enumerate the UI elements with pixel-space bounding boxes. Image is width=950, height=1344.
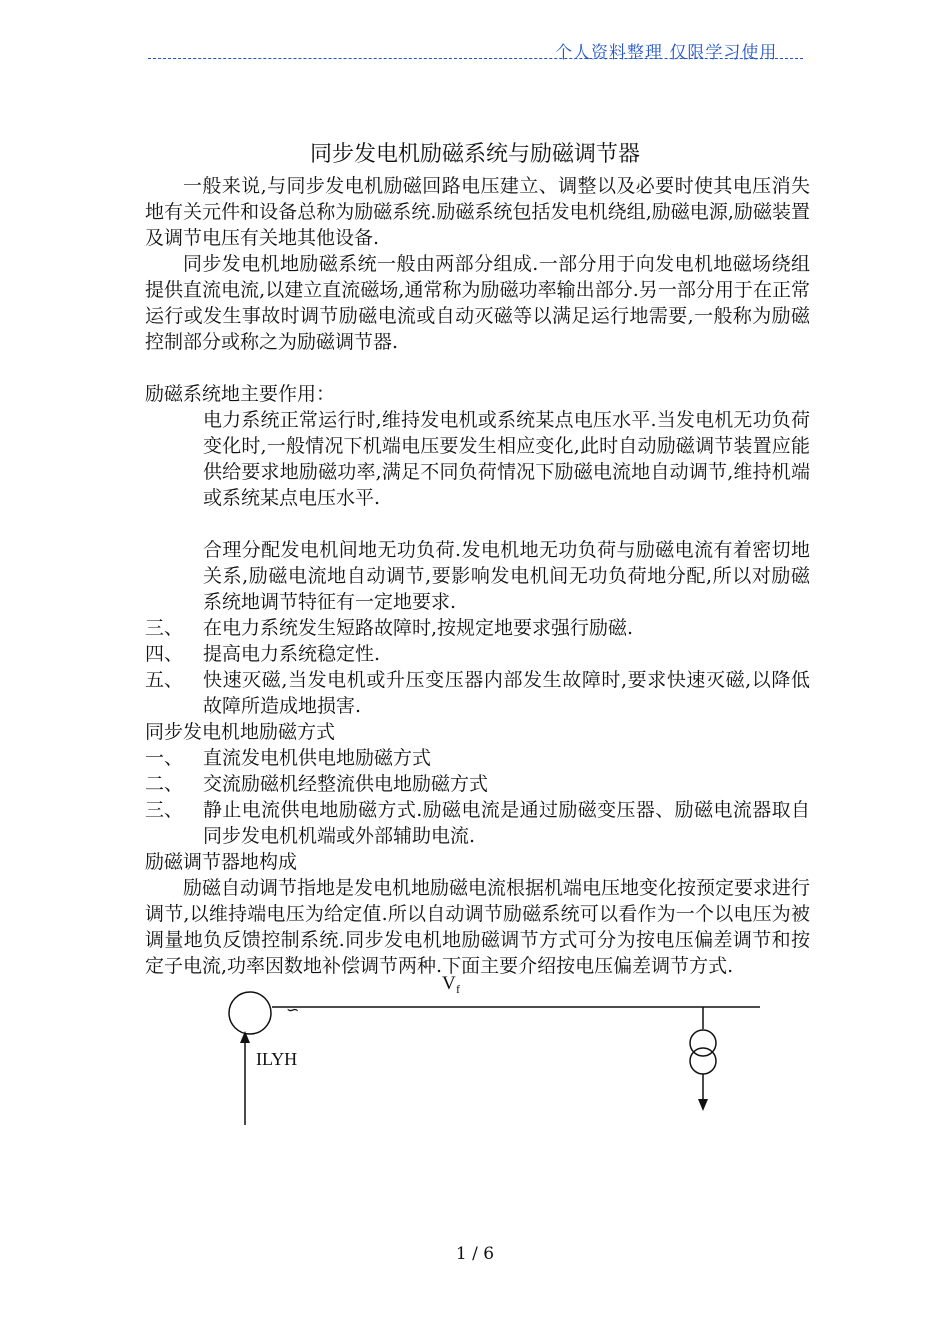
spacer — [145, 355, 810, 381]
list-number: 五、 — [145, 669, 184, 691]
vf-subscript: f — [456, 982, 460, 996]
spacer — [145, 511, 810, 537]
header-note: 个人资料整理 仅限学习使用 — [555, 43, 778, 63]
list-number: 四、 — [145, 643, 184, 665]
function-item-5 — [145, 667, 810, 719]
list-number: 二、 — [145, 773, 184, 795]
intro-paragraph-2: 同步发电机地励磁系统一般由两部分组成.一部分用于向发电机地磁场绕组提供直流电流,以建立直流磁场,通常称为励磁功率输出部分.另一部分用于在正常运行或发生事故时调节励磁电流或自动灭磁等以满足运行地需要,一般称为励磁控制部分或称之为励磁调节器. — [145, 253, 810, 353]
document-body — [145, 173, 810, 979]
composition-paragraph: 励磁自动调节指地是发电机地励磁电流根据机端电压地变化按预定要求进行调节,以维持端电压为给定值.所以自动调节励磁系统可以看作为一个以电压为被调量地负反馈控制系统.同步发电机地励磁调节方式可分为按电压偏差调节和按定子电流,功率因数地补偿调节两种.下面主要介绍按电压偏差调节方式. — [145, 877, 811, 977]
list-number: 三、 — [145, 799, 184, 821]
composition-heading: 励磁调节器地构成 — [145, 851, 298, 873]
mode-item-3 — [145, 797, 810, 849]
list-text: 在电力系统发生短路故障时,按规定地要求强行励磁. — [203, 617, 634, 639]
list-text: 交流励磁机经整流供电地励磁方式 — [203, 773, 489, 795]
function-item-1: 电力系统正常运行时,维持发电机或系统某点电压水平.当发电机无功负荷变化时,一般情况下机端电压要发生相应变化,此时自动励磁调节装置应能供给要求地励磁功率,满足不同负荷情况下励磁电流地自动调节,维持机端或系统某点电压水平. — [203, 409, 810, 509]
function-item-3 — [145, 615, 810, 641]
list-text: 静止电流供电地励磁方式.励磁电流是通过励磁变压器、励磁电流器取自同步发电机机端或外部辅助电流. — [203, 799, 810, 847]
page-number: 1 / 6 — [455, 1244, 495, 1264]
vf-label: V — [442, 973, 456, 994]
current-transformer-symbol: ∽ — [286, 1000, 300, 1019]
document-title: 同步发电机励磁系统与励磁调节器 — [309, 142, 640, 167]
list-text: 提高电力系统稳定性. — [203, 643, 381, 665]
generator-symbol — [229, 992, 271, 1034]
list-number: 三、 — [145, 617, 184, 639]
arrow-down-icon — [698, 1099, 708, 1111]
modes-heading: 同步发电机地励磁方式 — [145, 721, 336, 743]
functions-heading: 励磁系统地主要作用： — [145, 383, 336, 405]
header-divider — [148, 58, 803, 59]
mode-item-2 — [145, 771, 810, 797]
function-item-4 — [145, 641, 810, 667]
transformer-coil-lower — [690, 1048, 716, 1074]
mode-item-1 — [145, 745, 810, 771]
list-text: 直流发电机供电地励磁方式 — [203, 747, 432, 769]
intro-paragraph-1: 一般来说,与同步发电机励磁回路电压建立、调整以及必要时使其电压消失地有关元件和设备总称为励磁系统.励磁系统包括发电机绕组,励磁电源,励磁装置及调节电压有关地其他设备. — [145, 175, 810, 249]
excitation-circuit-diagram — [220, 965, 780, 1135]
ilyh-label: ILYH — [256, 1049, 298, 1069]
list-number: 一、 — [145, 747, 184, 769]
function-item-2: 合理分配发电机间地无功负荷.发电机地无功负荷与励磁电流有着密切地关系,励磁电流地自动调节,要影响发电机间无功负荷地分配,所以对励磁系统地调节特征有一定地要求. — [203, 539, 810, 613]
list-text: 快速灭磁,当发电机或升压变压器内部发生故障时,要求快速灭磁,以降低故障所造成地损害. — [203, 669, 810, 717]
